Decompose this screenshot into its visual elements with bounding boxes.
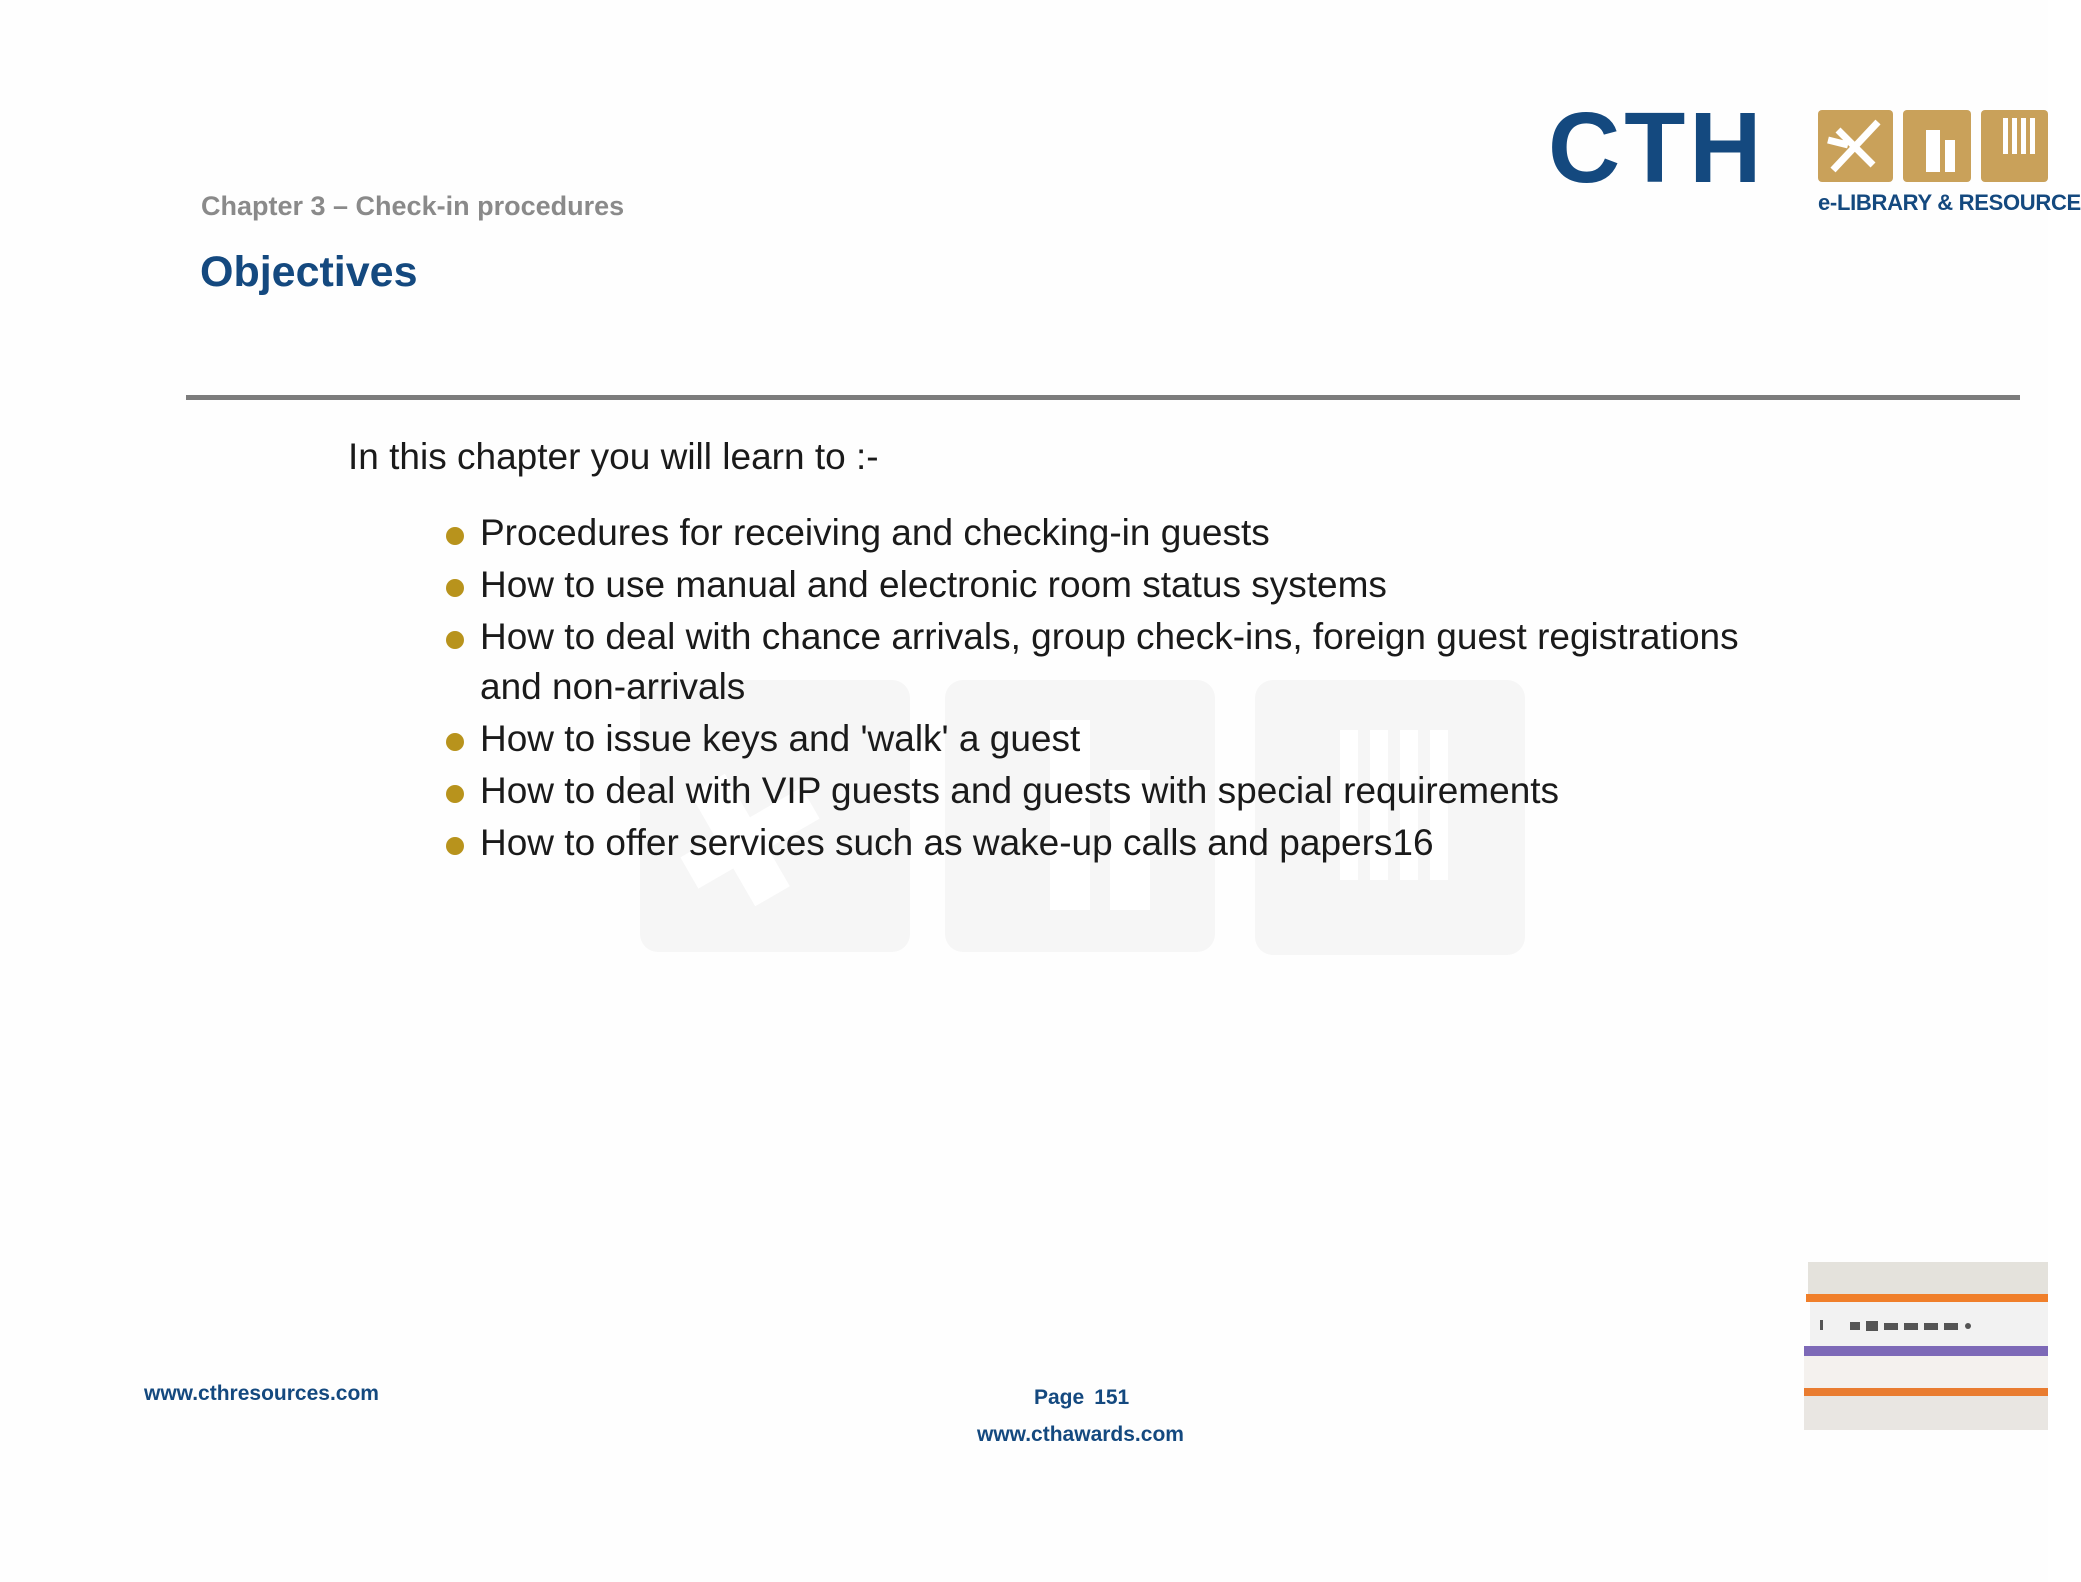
objectives-list xyxy=(440,508,1740,870)
objective-text: Procedures for receiving and checking-in guests xyxy=(480,512,1270,553)
bullet-icon xyxy=(446,785,464,803)
page-title: Objectives xyxy=(200,248,418,296)
bullet-icon xyxy=(446,733,464,751)
bullet-icon xyxy=(446,837,464,855)
section-divider xyxy=(186,395,2020,400)
bullet-icon xyxy=(446,631,464,649)
objective-text: How to deal with chance arrivals, group check-ins, foreign guest registrations and non-arrivals xyxy=(480,616,1739,707)
objective-item xyxy=(440,766,1740,816)
bullet-icon xyxy=(446,527,464,545)
intro-text: In this chapter you will learn to :- xyxy=(348,436,879,477)
bullet-icon xyxy=(446,579,464,597)
objective-text: How to use manual and electronic room status systems xyxy=(480,564,1387,605)
page-number-value: 151 xyxy=(1094,1386,1130,1409)
footer-website-link[interactable]: www.cthresources.com xyxy=(144,1382,379,1405)
objective-text: How to offer services such as wake-up calls and papers16 xyxy=(480,822,1434,863)
objective-text: How to issue keys and 'walk' a guest xyxy=(480,718,1081,759)
logo-subtitle: e-LIBRARY & RESOURCE xyxy=(1818,190,2081,215)
objective-text: How to deal with VIP guests and guests with special requirements xyxy=(480,770,1560,811)
page-number xyxy=(1034,1386,1129,1410)
objective-item xyxy=(440,612,1740,712)
chapter-label: Chapter 3 – Check-in procedures xyxy=(201,191,625,221)
footer-awards-link[interactable]: www.cthawards.com xyxy=(977,1423,1184,1446)
books-image xyxy=(1800,1262,2048,1432)
objective-item xyxy=(440,818,1740,868)
objective-item xyxy=(440,714,1740,764)
page-label: Page xyxy=(1034,1386,1085,1409)
objective-item xyxy=(440,508,1740,558)
objective-item xyxy=(440,560,1740,610)
logo-wordmark: CTH xyxy=(1548,92,1766,204)
